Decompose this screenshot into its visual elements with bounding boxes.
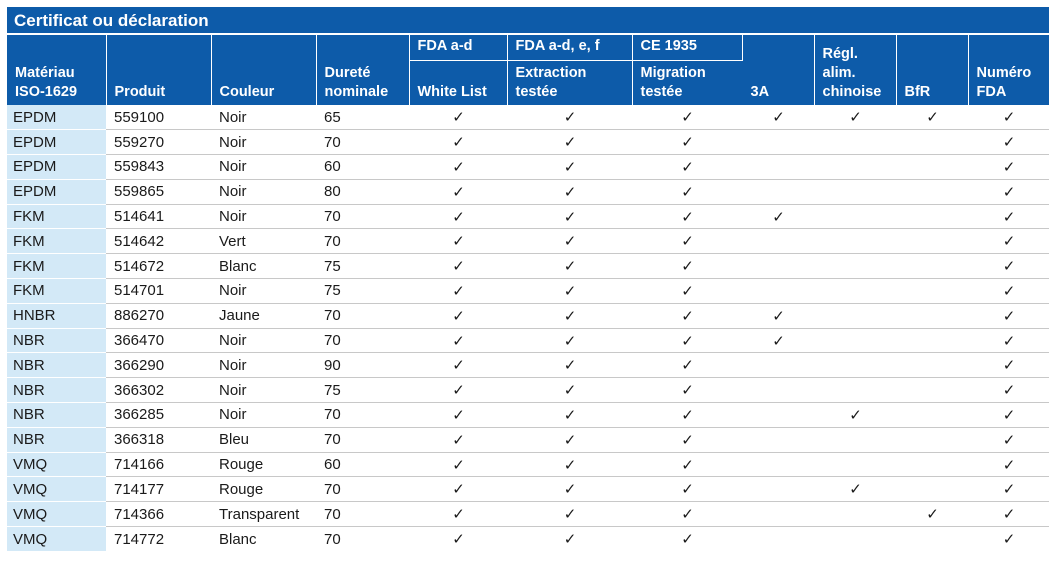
check-fda-extraction-icon: ✓ [507, 477, 632, 502]
hardness-cell: 70 [316, 229, 409, 254]
hardness-cell: 70 [316, 427, 409, 452]
check-china-regulation-icon [814, 527, 896, 552]
color-cell: Noir [211, 328, 316, 353]
check-bfr-icon [896, 130, 968, 155]
hardness-cell: 75 [316, 254, 409, 279]
product-cell: 559270 [106, 130, 211, 155]
check-fda-white-list-icon: ✓ [409, 328, 507, 353]
product-cell: 559100 [106, 105, 211, 130]
material-cell: EPDM [7, 155, 106, 180]
check-3a-icon [742, 378, 814, 403]
header-migration-tested: Migration testée [632, 60, 742, 105]
hardness-cell: 70 [316, 204, 409, 229]
material-cell: VMQ [7, 502, 106, 527]
hardness-cell: 70 [316, 130, 409, 155]
color-cell: Noir [211, 204, 316, 229]
check-ce1935-migration-icon: ✓ [632, 130, 742, 155]
check-fda-number-icon: ✓ [968, 254, 1049, 279]
check-china-regulation-icon [814, 378, 896, 403]
material-cell: FKM [7, 204, 106, 229]
material-cell: FKM [7, 229, 106, 254]
check-fda-number-icon: ✓ [968, 477, 1049, 502]
material-cell: NBR [7, 378, 106, 403]
check-3a-icon [742, 502, 814, 527]
check-ce1935-migration-icon: ✓ [632, 179, 742, 204]
product-cell: 714166 [106, 452, 211, 477]
check-fda-extraction-icon: ✓ [507, 427, 632, 452]
check-fda-extraction-icon: ✓ [507, 105, 632, 130]
hardness-cell: 70 [324, 530, 341, 548]
check-fda-white-list-icon: ✓ [409, 279, 507, 304]
check-china-regulation-icon [814, 254, 896, 279]
hardness-cell: 60 [316, 452, 409, 477]
table-row [7, 130, 1049, 155]
product-cell: 514642 [106, 229, 211, 254]
header-china-regulation: Régl. alim. chinoise [814, 35, 896, 105]
product-cell: 366470 [106, 328, 211, 353]
check-fda-white-list-icon: ✓ [409, 303, 507, 328]
check-fda-white-list-icon: ✓ [409, 353, 507, 378]
check-fda-white-list-icon: ✓ [409, 155, 507, 180]
table-header [7, 35, 1049, 105]
color-cell: Jaune [211, 303, 316, 328]
material-cell: NBR [7, 403, 106, 428]
check-china-regulation-icon [814, 502, 896, 527]
material-cell: HNBR [7, 303, 106, 328]
check-fda-number-icon: ✓ [968, 204, 1049, 229]
check-3a-icon [742, 427, 814, 452]
check-3a-icon: ✓ [742, 105, 814, 130]
check-fda-extraction-icon: ✓ [507, 353, 632, 378]
table-title: Certificat ou déclaration [7, 7, 1049, 35]
check-bfr-icon [896, 254, 968, 279]
color-cell: Noir [211, 403, 316, 428]
check-fda-number-icon: ✓ [968, 328, 1049, 353]
header-product: Produit [106, 35, 211, 105]
color-cell: Noir [211, 105, 316, 130]
check-fda-number-icon: ✓ [968, 130, 1049, 155]
check-3a-icon [742, 477, 814, 502]
color-cell: Noir [211, 155, 316, 180]
color-cell: Rouge [211, 477, 316, 502]
table-row [7, 279, 1049, 304]
color-cell: Transparent [211, 502, 316, 527]
check-3a-icon [742, 279, 814, 304]
product-cell: 514672 [106, 254, 211, 279]
check-fda-number-icon: ✓ [968, 105, 1049, 130]
material-cell: VMQ [7, 527, 106, 552]
check-ce1935-migration-icon: ✓ [632, 403, 742, 428]
hardness-cell: 75 [316, 378, 409, 403]
hardness-cell: 70 [316, 502, 409, 527]
check-ce1935-migration-icon: ✓ [632, 353, 742, 378]
check-fda-white-list-icon: ✓ [409, 254, 507, 279]
check-bfr-icon [896, 229, 968, 254]
check-fda-number-icon: ✓ [968, 427, 1049, 452]
color-cell: Rouge [211, 452, 316, 477]
check-fda-white-list-icon: ✓ [409, 502, 507, 527]
check-fda-white-list-icon: ✓ [409, 477, 507, 502]
check-3a-icon [742, 155, 814, 180]
product-cell: 559865 [106, 179, 211, 204]
material-cell: FKM [7, 279, 106, 304]
check-ce1935-migration-icon: ✓ [632, 477, 742, 502]
check-fda-number-icon: ✓ [968, 155, 1049, 180]
check-3a-icon: ✓ [742, 303, 814, 328]
product-cell: 886270 [106, 303, 211, 328]
check-fda-number-icon: ✓ [968, 179, 1049, 204]
table-row [7, 477, 1049, 502]
table-row [7, 229, 1049, 254]
product-cell: 714366 [106, 502, 211, 527]
material-cell: VMQ [7, 477, 106, 502]
check-fda-extraction-icon: ✓ [507, 328, 632, 353]
material-cell: NBR [7, 328, 106, 353]
color-cell: Blanc [211, 254, 316, 279]
material-cell: EPDM [7, 179, 106, 204]
check-fda-extraction-icon: ✓ [507, 378, 632, 403]
color-cell: Noir [211, 353, 316, 378]
certificate-table [7, 35, 1049, 551]
certificate-table-container [7, 7, 1049, 551]
hardness-cell: 75 [316, 279, 409, 304]
check-fda-number-icon: ✓ [968, 279, 1049, 304]
color-cell: Bleu [211, 427, 316, 452]
check-3a-icon [742, 130, 814, 155]
check-fda-number-icon: ✓ [968, 403, 1049, 428]
check-ce1935-migration-icon: ✓ [632, 155, 742, 180]
hardness-cell: 65 [316, 105, 409, 130]
product-cell: 366302 [106, 378, 211, 403]
check-fda-extraction-icon: ✓ [507, 403, 632, 428]
check-3a-icon [742, 403, 814, 428]
check-fda-white-list-icon: ✓ [452, 530, 465, 549]
table-row [7, 427, 1049, 452]
check-3a-icon [742, 229, 814, 254]
check-fda-extraction-icon: ✓ [507, 130, 632, 155]
check-3a-icon [742, 452, 814, 477]
check-bfr-icon [896, 427, 968, 452]
check-china-regulation-icon: ✓ [814, 477, 896, 502]
check-ce1935-migration-icon: ✓ [681, 530, 694, 549]
check-china-regulation-icon [814, 155, 896, 180]
check-china-regulation-icon: ✓ [814, 105, 896, 130]
material-cell: NBR [7, 353, 106, 378]
header-fda-ad: FDA a-d [409, 35, 507, 60]
header-extraction-tested: Extraction testée [507, 60, 632, 105]
hardness-cell: 90 [316, 353, 409, 378]
check-china-regulation-icon [814, 328, 896, 353]
table-row [7, 403, 1049, 428]
product-cell: 714772 [114, 530, 165, 548]
check-fda-extraction-icon: ✓ [563, 530, 577, 549]
product-cell: 366290 [106, 353, 211, 378]
check-bfr-icon [896, 155, 968, 180]
header-3a: 3A [742, 35, 814, 105]
check-ce1935-migration-icon: ✓ [632, 303, 742, 328]
check-ce1935-migration-icon: ✓ [632, 229, 742, 254]
check-ce1935-migration-icon: ✓ [632, 254, 742, 279]
check-china-regulation-icon [814, 130, 896, 155]
hardness-cell: 70 [316, 303, 409, 328]
check-bfr-icon [896, 403, 968, 428]
color-cell: Vert [211, 229, 316, 254]
check-fda-white-list-icon: ✓ [409, 403, 507, 428]
check-fda-white-list-icon: ✓ [409, 378, 507, 403]
check-bfr-icon [896, 303, 968, 328]
hardness-cell: 70 [316, 403, 409, 428]
header-color: Couleur [211, 35, 316, 105]
check-ce1935-migration-icon: ✓ [632, 502, 742, 527]
check-fda-white-list-icon: ✓ [409, 229, 507, 254]
product-cell: 714177 [106, 477, 211, 502]
material-cell: FKM [7, 254, 106, 279]
check-bfr-icon [896, 378, 968, 403]
check-china-regulation-icon [814, 279, 896, 304]
check-ce1935-migration-icon: ✓ [632, 378, 742, 403]
check-fda-white-list-icon: ✓ [409, 427, 507, 452]
check-fda-extraction-icon: ✓ [507, 155, 632, 180]
product-cell: 559843 [106, 155, 211, 180]
header-bfr: BfR [896, 35, 968, 105]
check-fda-white-list-icon: ✓ [409, 105, 507, 130]
check-fda-extraction-icon: ✓ [507, 452, 632, 477]
table-row [7, 155, 1049, 180]
check-china-regulation-icon [814, 229, 896, 254]
check-china-regulation-icon [814, 179, 896, 204]
check-fda-white-list-icon: ✓ [409, 204, 507, 229]
table-row [7, 105, 1049, 130]
header-fda-adef: FDA a-d, e, f [507, 35, 632, 60]
hardness-cell: 70 [316, 477, 409, 502]
check-fda-white-list-icon: ✓ [409, 130, 507, 155]
check-fda-extraction-icon: ✓ [507, 502, 632, 527]
check-bfr-icon [896, 179, 968, 204]
check-fda-extraction-icon: ✓ [507, 303, 632, 328]
table-row [7, 204, 1049, 229]
material-cell: VMQ [7, 452, 106, 477]
check-ce1935-migration-icon: ✓ [632, 204, 742, 229]
hardness-cell: 60 [316, 155, 409, 180]
check-fda-number-icon: ✓ [968, 353, 1049, 378]
hardness-cell: 70 [316, 328, 409, 353]
check-fda-extraction-icon: ✓ [507, 279, 632, 304]
check-china-regulation-icon [814, 353, 896, 378]
header-white-list: White List [409, 60, 507, 105]
check-bfr-icon [896, 452, 968, 477]
material-cell: EPDM [7, 130, 106, 155]
check-bfr-icon [896, 477, 968, 502]
table-row [7, 179, 1049, 204]
check-china-regulation-icon [814, 452, 896, 477]
check-china-regulation-icon: ✓ [814, 403, 896, 428]
color-cell: Noir [211, 378, 316, 403]
table-body [7, 105, 1049, 551]
color-cell: Blanc [219, 530, 257, 548]
check-3a-icon [742, 179, 814, 204]
check-bfr-icon [896, 353, 968, 378]
check-bfr-icon [896, 279, 968, 304]
table-row [7, 452, 1049, 477]
check-fda-number-icon: ✓ [1002, 530, 1016, 549]
check-ce1935-migration-icon: ✓ [632, 328, 742, 353]
table-row [7, 378, 1049, 403]
material-cell: NBR [7, 427, 106, 452]
check-ce1935-migration-icon: ✓ [632, 452, 742, 477]
check-fda-extraction-icon: ✓ [507, 179, 632, 204]
table-row [7, 328, 1049, 353]
header-material: Matériau ISO-1629 [7, 35, 106, 105]
check-china-regulation-icon [814, 204, 896, 229]
check-bfr-icon: ✓ [896, 502, 968, 527]
check-fda-number-icon: ✓ [968, 303, 1049, 328]
table-row [7, 502, 1049, 527]
check-bfr-icon: ✓ [896, 105, 968, 130]
check-fda-number-icon: ✓ [968, 502, 1049, 527]
check-3a-icon [742, 527, 814, 552]
check-bfr-icon [896, 204, 968, 229]
check-fda-number-icon: ✓ [968, 229, 1049, 254]
check-bfr-icon [896, 527, 968, 552]
check-ce1935-migration-icon: ✓ [632, 105, 742, 130]
color-cell: Noir [211, 130, 316, 155]
check-fda-extraction-icon: ✓ [507, 204, 632, 229]
product-cell: 366318 [106, 427, 211, 452]
check-3a-icon [742, 353, 814, 378]
check-3a-icon: ✓ [742, 328, 814, 353]
header-hardness: Dureté nominale [316, 35, 409, 105]
check-fda-extraction-icon: ✓ [507, 254, 632, 279]
table-row [7, 353, 1049, 378]
header-ce1935: CE 1935 [632, 35, 742, 60]
check-fda-white-list-icon: ✓ [409, 179, 507, 204]
color-cell: Noir [211, 179, 316, 204]
product-cell: 366285 [106, 403, 211, 428]
table-row [7, 254, 1049, 279]
color-cell: Noir [211, 279, 316, 304]
table-row [7, 303, 1049, 328]
check-ce1935-migration-icon: ✓ [632, 427, 742, 452]
check-fda-number-icon: ✓ [968, 452, 1049, 477]
check-china-regulation-icon [814, 303, 896, 328]
check-3a-icon: ✓ [742, 204, 814, 229]
hardness-cell: 80 [316, 179, 409, 204]
check-bfr-icon [896, 328, 968, 353]
product-cell: 514641 [106, 204, 211, 229]
header-fda-number: Numéro FDA [968, 35, 1049, 105]
table-row [7, 527, 1049, 552]
check-3a-icon [742, 254, 814, 279]
check-fda-extraction-icon: ✓ [507, 229, 632, 254]
material-cell: EPDM [7, 105, 106, 130]
check-china-regulation-icon [814, 427, 896, 452]
product-cell: 514701 [106, 279, 211, 304]
check-fda-white-list-icon: ✓ [409, 452, 507, 477]
check-fda-number-icon: ✓ [968, 378, 1049, 403]
check-ce1935-migration-icon: ✓ [632, 279, 742, 304]
